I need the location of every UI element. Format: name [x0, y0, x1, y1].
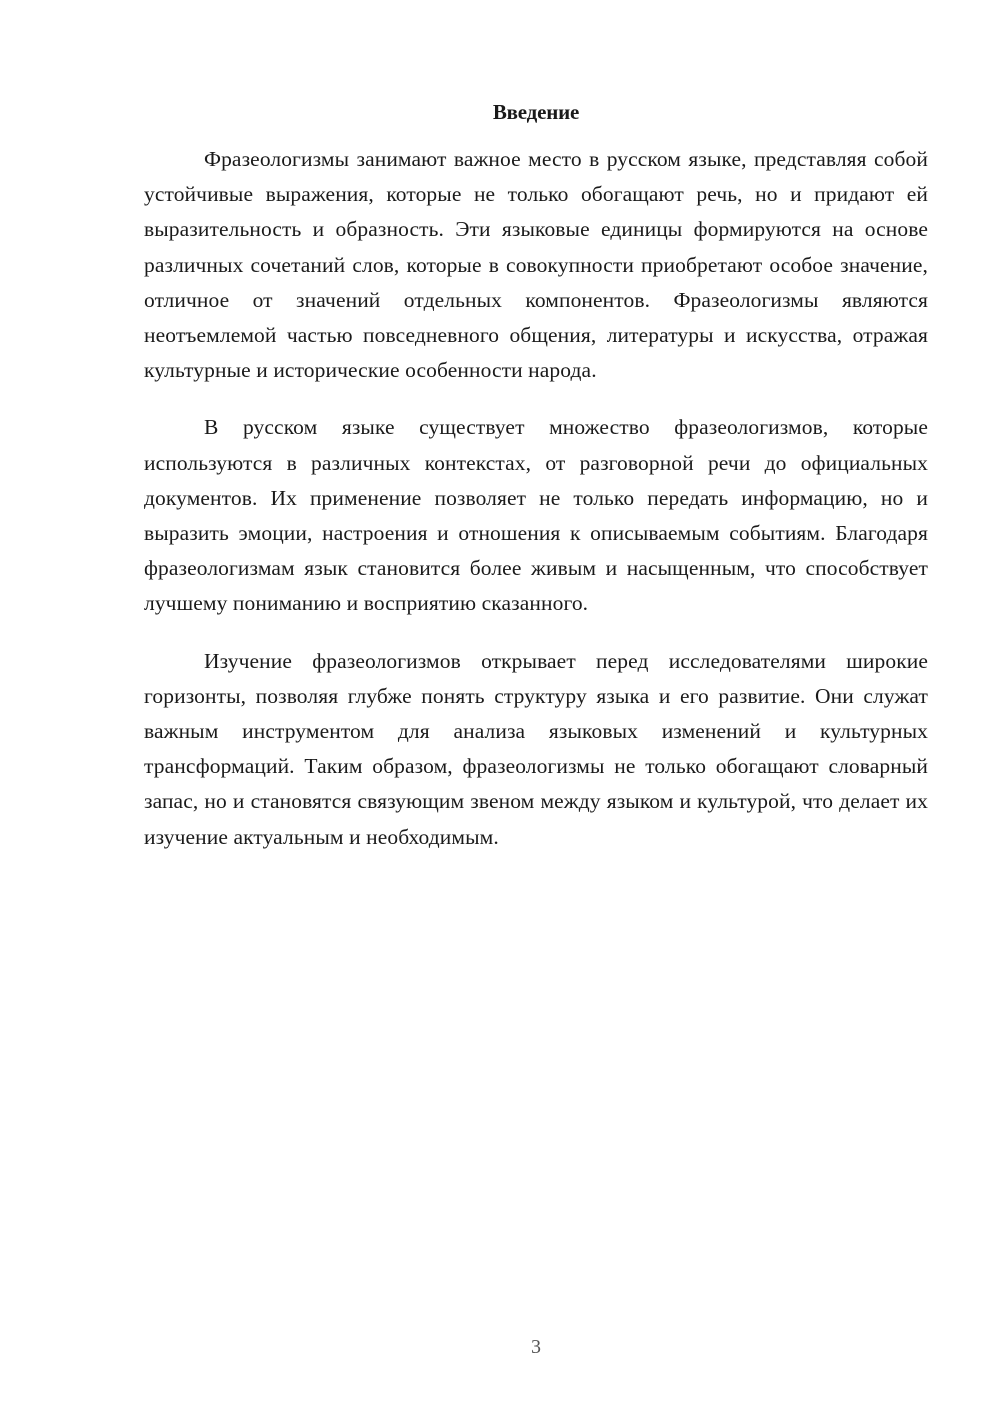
section-heading: Введение — [492, 100, 580, 124]
page-number: 3 — [531, 1336, 541, 1358]
body-text — [144, 142, 928, 877]
paragraph-3: Изучение фразеологизмов открывает перед исследователями широкие горизонты, позволяя глубже понять структуру языка и его развитие. Они служат важным инструментом для анализа языковых изменений и культурных трансформаций. Таким образом, фразеологизмы не только обогащают словарный запас, но и становятся связующим звеном между языком и культурой, что делает их изучение актуальным и необходимым. — [144, 648, 928, 849]
paragraph-2: В русском языке существует множество фразеологизмов, которые используются в различных контекстах, от разговорной речи до официальных документов. Их применение позволяет не только передать информацию, но и выразить эмоции, настроения и отношения к описываемым событиям. Благодаря фразеологизмам язык становится более живым и насыщенным, что способствует лучшему пониманию и восприятию сказанного. — [144, 415, 928, 616]
paragraph-1: Фразеологизмы занимают важное место в русском языке, представляя собой устойчивые выражения, которые не только обогащают речь, но и придают ей выразительность и образность. Эти языковые единицы формируются на основе различных сочетаний слов, которые в совокупности приобретают особое значение, отличное от значений отдельных компонентов. Фразеологизмы являются неотъемлемой частью повседневного общения, литературы и искусства, отражая культурные и исторические особенности народа. — [144, 147, 928, 383]
